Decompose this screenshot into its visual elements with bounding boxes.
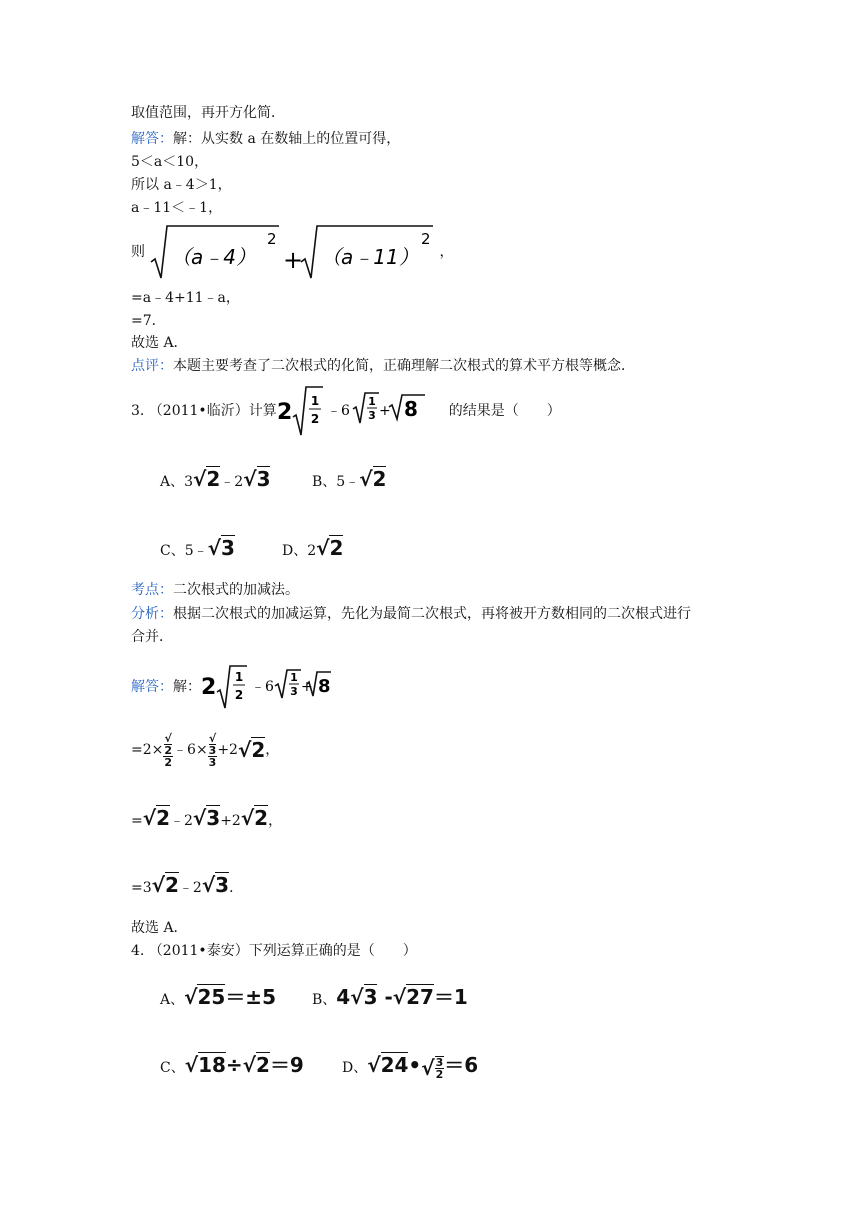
q4-option-c-divide: ÷ [225,1053,243,1077]
exponent-1: 2 [267,230,277,248]
inequality-line: a﹣11＜﹣1， [131,200,223,216]
step-2-a: = [131,813,143,829]
minus-6: ﹣6 [251,679,274,695]
sqrt-2: √2 [142,806,170,830]
step-1-end: ， [265,742,280,758]
question-3-suffix: 的结果是（ ） [448,403,561,419]
fraction-3-over-2: $\frac{3}{2}$ [435,1056,444,1081]
q4-option-d-dot: • [408,1053,422,1077]
third-denominator: 3 [367,409,376,422]
formula-line [131,222,453,282]
kaodian-line [131,581,299,599]
answer-text: 解：从实数 a 在数轴上的位置可得， [173,131,401,147]
question-3-stem [131,383,561,439]
fenxi-tag: 分析： [131,606,173,622]
step-1-c: +2 [217,742,238,758]
choice-line: 故选 A． [131,335,188,351]
q4-option-b [312,984,468,1013]
third-numerator: 1 [290,671,298,684]
solution-line [131,664,331,710]
result-line: =a﹣4+11﹣a， [131,290,240,306]
radical-sum-formula [149,222,439,282]
sqrt-3: √3 [350,985,378,1009]
step-1-a: =2× [131,742,164,758]
sqrt-3: √3 [207,536,235,560]
sqrt-2: √2 [242,1053,270,1077]
half-numerator: 1 [310,394,319,408]
q4-option-b-minus: - [377,985,393,1009]
question-4-stem: 4. （2011•泰安）下列运算正确的是（ ） [131,943,417,959]
q4-option-c [160,1052,304,1081]
kaodian-text: 二次根式的加减法。 [173,582,299,598]
sqrt-3: √3 [201,873,230,897]
radicand-1: （a﹣4） [171,245,257,269]
q4-option-d-rest: ＝6 [444,1053,479,1077]
formula-comma: ， [439,244,454,260]
q4-option-d [342,1048,478,1085]
sqrt-2: √2 [316,536,344,560]
plus-sign: + [378,403,391,419]
fraction-sqrt3-over-3: √ 3 3 [208,731,217,769]
sqrt-2: √2 [151,873,179,897]
step-2 [131,804,282,832]
third-numerator: 1 [367,395,376,408]
sqrt-25: √25 [184,985,226,1009]
minus-6: ﹣6 [326,403,350,419]
sqrt-2: √2 [240,806,269,830]
formula-prefix: 则 [131,244,145,260]
half-denominator: 2 [310,412,319,426]
radicand-2: （a﹣11） [321,245,420,269]
inequality-line: 5＜a＜10， [131,154,209,170]
choice-line: 故选 A． [131,920,188,936]
step-1-b: ﹣6× [173,742,208,758]
radicand-8: 8 [318,676,331,697]
step-3-a: =3 [131,880,152,896]
q4-option-a-label: A、 [160,992,185,1008]
sqrt-18: √18 [184,1053,226,1077]
exponent-2: 2 [421,230,431,248]
jieda-text: 解： [173,679,201,695]
sqrt-2: √2 [193,467,221,491]
q4-option-d-label: D、 [342,1060,368,1076]
q4-option-b-coef: 4 [336,985,351,1009]
plus-sign: + [283,246,304,274]
comment-tag: 点评： [131,358,173,374]
coef-2: 2 [276,400,293,425]
comment-line [131,357,635,375]
step-1 [131,732,279,768]
q4-option-c-rest: ＝9 [269,1053,304,1077]
q4-option-b-label: B、 [312,992,337,1008]
q4-option-b-rest: ＝1 [433,985,468,1009]
answer-tag: 解答： [131,131,173,147]
step-3-end: ． [229,880,244,896]
answer-line [131,130,400,148]
coef-2: 2 [201,675,217,700]
option-d-label: D、2 [282,543,317,559]
sqrt-24: √24 [367,1053,409,1077]
sqrt-2: √2 [237,738,266,762]
comment-text: 本题主要考查了二次根式的化简，正确理解二次根式的算术平方根等概念． [173,358,635,374]
sqrt-3: √3 [192,806,221,830]
option-d [282,535,343,564]
q4-option-c-label: C、 [160,1060,185,1076]
plus-sign: + [301,679,313,695]
option-a-label: A、3 [160,474,194,490]
q4-option-a-rest: ＝±5 [225,985,276,1009]
step-3 [131,871,243,899]
option-c-label: C、5﹣ [160,543,208,559]
solution-expression [201,664,331,710]
half-denominator: 2 [234,688,244,702]
sqrt-27: √27 [392,985,434,1009]
kaodian-tag: 考点： [131,582,173,598]
result-line: =7． [131,313,166,329]
jieda-tag: 解答： [131,679,173,695]
step-2-c: +2 [220,813,241,829]
fraction-sqrt2-over-2: √ 2 2 [164,731,173,769]
sqrt-2: √2 [359,467,387,491]
third-denominator: 3 [290,685,298,698]
analysis-continuation: 取值范围，再开方化简． [131,105,285,121]
fenxi-text: 根据二次根式的加减运算，先化为最简二次根式，再将被开方数相同的二次根式进行 [173,606,691,622]
question-3-prefix: 3. （2011•临沂）计算 [131,403,277,419]
q4-option-a [160,984,276,1013]
fenxi-line-2: 合并． [131,629,173,645]
inequality-line: 所以 a﹣4＞1， [131,177,232,193]
sqrt-3: √3 [243,467,271,491]
option-c [160,535,235,564]
option-a-minus: ﹣2 [220,474,244,490]
half-numerator: 1 [234,670,244,684]
step-2-b: ﹣2 [170,813,193,829]
step-3-b: ﹣2 [178,880,202,896]
sqrt-fraction: √ [421,1056,435,1080]
radicand-8: 8 [403,397,418,421]
option-b [312,466,386,495]
fenxi-line [131,605,691,623]
question-3-expression [277,383,449,439]
option-b-label: B、5﹣ [312,474,360,490]
step-2-end: ， [268,813,283,829]
option-a [160,466,270,495]
